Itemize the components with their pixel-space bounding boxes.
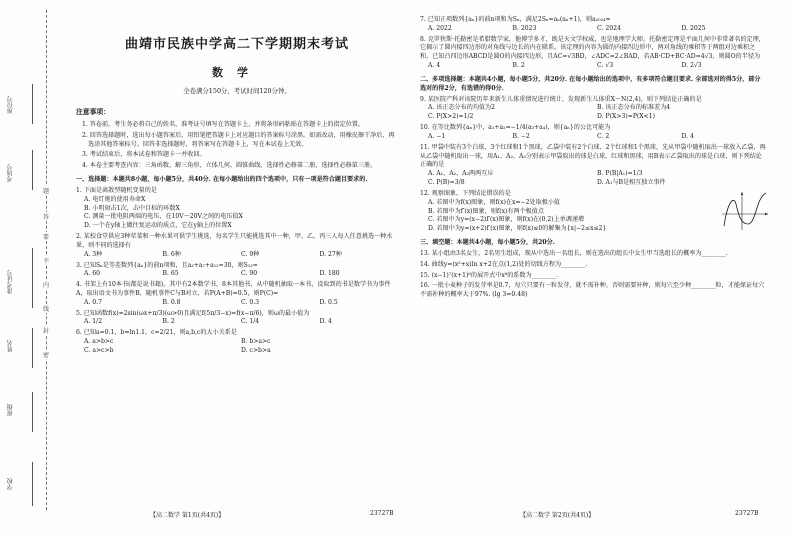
option[interactable]: D. 4: [681, 132, 694, 140]
question-2-options: [76, 251, 398, 260]
option[interactable]: A. 电灯炮的使用寿命X: [84, 195, 146, 203]
option[interactable]: B. 6种: [162, 250, 181, 258]
option[interactable]: C. 1/4: [241, 318, 260, 326]
option[interactable]: B. −2: [512, 132, 530, 140]
question-4-options: [76, 299, 398, 308]
option[interactable]: A. 3种: [84, 250, 103, 258]
question-5: 5. 已知函数f(x)=2sin(ωx+π/3)(ω>0)且满足f(5π/3−x)=f(x−π/6)，则ω的最小值为: [76, 309, 310, 317]
note-item: 4. 本卷主要考查内容：三角函数、解三角形、立体几何、圆锥曲线、选择性必修第二册、选择性必修第三册。: [82, 162, 377, 170]
seal-char: 密: [40, 350, 52, 359]
question-4: 4. 书架上有10本书(都是说书籍)，其中有2本数学书、8本其他书，从中随机抽取一本书，设取到的书是数学书为事件A，取出语文书为事件B，随机事件C与B对立，若P(A+B)=0.5，则P(C)=: [76, 281, 391, 297]
page-2-code: 23727B: [735, 510, 759, 517]
exam-room-label: 考场号: [7, 164, 14, 182]
option[interactable]: C. 90: [241, 270, 258, 278]
seal-char: 题: [40, 186, 52, 195]
option[interactable]: B. 65: [162, 270, 179, 278]
name-label: 姓名: [7, 340, 14, 352]
option[interactable]: A. 4: [428, 62, 441, 70]
option[interactable]: B. 该正态分布的标准差为4: [597, 104, 671, 112]
option[interactable]: D. 2√3: [681, 62, 702, 70]
seal-char: 内: [40, 280, 52, 289]
seal-char: 答: [40, 212, 52, 221]
option[interactable]: C. 测量一批电阻两端的电压，在10V～20V之间的电压值X: [84, 213, 243, 221]
question-5-options: [76, 318, 398, 327]
seat-number-label: 座位号: [7, 96, 14, 114]
question-1-options: [76, 196, 398, 231]
note-item: 3. 考试结束后，将本试卷和答题卡一并收回。: [82, 151, 206, 159]
y-axis-arrow: [741, 192, 743, 195]
question-10: 10. 在等比数列{aₙ}中，a₁+a₂=−1/4(a₃+a₄)，则{aₙ}的公比可能为: [420, 124, 611, 132]
question-8: 8. 克罗狄斯·托勒密是希腊数学家，他博学多才，既是天文学权威，也是地理学大师。托勒密定理是平面几何中非常著名的定理，它揭示了圆内接四边形的对角线与边长的内在联系，该定理的内容为圆的内接四边形中，两对角线的乘积等于两组对边乘积之和。已知凸四边形ABCD是圆O的内接四边形，且AC=√3BD，∠ADC=2∠BAD，若AB·CD+BC·AD=4√3，则圆O的半径为: [420, 35, 765, 61]
section-3-heading: 三、填空题：本题共4小题，每小题5分，共20分.: [420, 239, 555, 247]
option[interactable]: A. −1: [428, 132, 446, 140]
page-1: [76, 28, 398, 356]
page-1-code: 23727B: [370, 510, 394, 517]
option[interactable]: B. P(B|A₁)=1/3: [597, 170, 643, 178]
question-7-options: [420, 25, 766, 34]
class-label: 班级: [7, 404, 14, 416]
name-fill-line[interactable]: [32, 328, 33, 368]
page-2-footer: 【高二数学 第2页(共4页)】: [520, 512, 595, 519]
option[interactable]: A. 若图中为f(x)图象，则f(x)在x=−2处取极小值: [428, 198, 561, 206]
question-1: 1. 下面是离散型随机变量的是: [76, 186, 157, 194]
question-2: 2. 某校食堂供应3种荤菜和一种水果可供学生挑选，每名学生只能挑选其中一种，甲、乙、丙三人每人任意挑选一种水果，则不同的选择有: [76, 233, 393, 249]
question-9: 9. 某医院产科对该院历年来新生儿体重情况进行统计，发现新生儿体重X～N(2,4)，则下列结论正确的是: [420, 95, 702, 103]
question-3-options: [76, 270, 398, 279]
option[interactable]: C. P(B)=3/8: [428, 179, 465, 187]
question-16: 16. 一批小麦种子的发芽率是0.7，每穴只要有一粒发芽，就不需补种，否则需要补种，则每穴至少种________粒，才能保证每穴不需补种的概率大于97%. (lg 3≈0.48): [420, 282, 765, 299]
option[interactable]: B. 小明射击1次，击中目标的环数X: [84, 204, 180, 212]
question-9-options: [420, 104, 766, 122]
exam-title: 曲靖市民族中学高二下学期期末考试: [124, 37, 349, 52]
option[interactable]: A. 60: [84, 270, 101, 278]
option[interactable]: A. A₁、A₂、A₃两两互斥: [428, 170, 494, 178]
option[interactable]: A. 0.7: [84, 298, 102, 306]
note-item: 1. 答卷前，考生务必将自己的姓名、准考证号填写在答题卡上，并将条形码粘贴在答题卡上的指定位置。: [82, 120, 364, 128]
exam-info: 全卷满分150分，考试时间120分钟。: [183, 86, 291, 95]
question-11-options: [420, 170, 766, 188]
option[interactable]: D. 4: [319, 318, 332, 326]
admission-number-label: 准考证号: [7, 270, 14, 294]
question-3: 3. 已知Sₙ是等差数列{aₙ}的前n项和，且a₂+a₇+a₁₂=30，则S₁₃=: [76, 261, 258, 269]
option[interactable]: B. 2: [162, 318, 175, 326]
question-6: 6. 已知a=0.1，b=ln1.1，c=2/21，则a,b,c的大小关系是: [76, 329, 237, 337]
question-12: 12. 观察图象，下列结论错误的是: [420, 189, 511, 197]
option[interactable]: C. 若图中为y=(x−2)f′(x)图象，则f(x)在(0,2)上单调递增: [428, 216, 585, 224]
option[interactable]: C. 0.3: [241, 298, 260, 306]
question-7: 7. 已知正项数列{aₙ}的前n项和为Sₙ，满足2Sₙ=aₙ(aₙ+1)，则a₂₀₂₄=: [420, 16, 611, 23]
option[interactable]: D. 若图中为y=(x+2)f′(x)图象，则f(x)≤0的解集为{x|−2≤x≤2}: [428, 225, 607, 233]
option[interactable]: B. 若图中为f′(x)图象，则f(x)有两个极值点: [428, 207, 544, 215]
option[interactable]: C. P(X>2)=1/2: [428, 113, 474, 121]
option[interactable]: D. 180: [319, 270, 340, 278]
option[interactable]: A. 2022: [428, 24, 452, 32]
seal-char: 线: [40, 304, 52, 313]
section-1-heading: 一、选择题：本题共8小题，每小题5分，共40分. 在每小题给出的四个选项中，只有一项是符合题目要求的.: [76, 176, 368, 184]
option[interactable]: A. a>b>c: [84, 338, 114, 346]
option[interactable]: C. 9种: [241, 250, 260, 258]
page-1-footer: 【高二数学 第1页(共4页)】: [150, 512, 225, 519]
option[interactable]: D. 一个在y轴上做往复运动的质点，它在y轴上的位置X: [84, 222, 232, 230]
page-2: [420, 14, 766, 300]
option[interactable]: A. 该正态分布的均值为2: [428, 104, 495, 112]
question-13: 13. 某小组由3名女生、2名男生组成，现从中选出一名组长，则在选出的组长中女生甲当选组长的概率为________.: [420, 249, 728, 257]
school-label: 学校: [7, 478, 14, 490]
question-10-options: [420, 133, 766, 142]
option[interactable]: B. 2023: [512, 24, 537, 32]
seal-char: 封: [40, 326, 52, 335]
question-15: 15. (x−1)⁷(x+1)⁶的展开式中x⁸的系数为________.: [420, 271, 558, 279]
option[interactable]: D. c>b>a: [241, 346, 271, 354]
function-curve: [724, 193, 766, 226]
class-fill-line[interactable]: [32, 392, 33, 432]
school-fill-line[interactable]: [32, 462, 33, 506]
admission-fill-line[interactable]: [32, 248, 33, 308]
option[interactable]: D. 0.5: [319, 298, 338, 306]
question-12-options: [420, 199, 710, 234]
binding-strip: [0, 0, 62, 538]
option[interactable]: B. 2: [512, 62, 525, 70]
option[interactable]: D. 27种: [319, 250, 342, 258]
question-6-options: [76, 338, 398, 356]
function-graph: [720, 190, 770, 232]
option[interactable]: C. 2024: [597, 24, 621, 32]
section-2-heading: 二、多项选择题：本题共4小题，每小题5分，共20分. 在每小题给出的选项中，有多项符合题目要求. 全部选对的得5分，部分选对的得2分，有选错的得0分.: [420, 75, 761, 92]
option[interactable]: C. a>c>b: [84, 346, 114, 354]
option[interactable]: D. 2025: [681, 24, 706, 32]
option[interactable]: A. 1/2: [84, 318, 103, 326]
option[interactable]: D. P(X>3)=P(X<1): [597, 113, 656, 121]
option[interactable]: C. √3: [597, 62, 614, 70]
option[interactable]: C. 2: [597, 132, 610, 140]
room-fill-line[interactable]: [32, 150, 33, 190]
question-14: 14. 曲线y=(x²+x)ln x+2在点(1,2)处的切线方程为________.: [420, 260, 588, 268]
notes-heading: 注意事项：: [76, 108, 110, 117]
option[interactable]: B. 0.8: [162, 298, 181, 306]
question-12-block: [420, 190, 766, 234]
option[interactable]: B. b>a>c: [241, 338, 271, 346]
question-11: 11. 甲袋中装有3个白球、3个红球和1个黑球，乙袋中装有2个白球、2个红球和1个黑球，先从甲袋中随机取出一球放入乙袋，再从乙袋中随机取出一球，用A₁、A₂、A₃分别表示甲袋取出的球是白球、红球和黑球，用B表示乙袋取出的球是白球，则下列结论正确的是: [420, 143, 766, 169]
seat-fill-line[interactable]: [32, 84, 33, 124]
option[interactable]: D. A₁与B是相互独立事件: [597, 179, 666, 187]
seal-char: 要: [40, 232, 52, 241]
question-8-options: [420, 62, 766, 71]
x-axis-arrow: [765, 213, 768, 215]
subject-title: 数学: [212, 65, 262, 79]
note-item: 2. 回答选择题时，选出每小题答案后，用铅笔把答题卡上对应题目的答案标号涂黑。如需改动，用橡皮擦干净后，再选涂其他答案标号。回答非选择题时，将答案写在答题卡上，写在本试卷上无效。: [82, 131, 395, 148]
seal-char: 不: [40, 256, 52, 265]
